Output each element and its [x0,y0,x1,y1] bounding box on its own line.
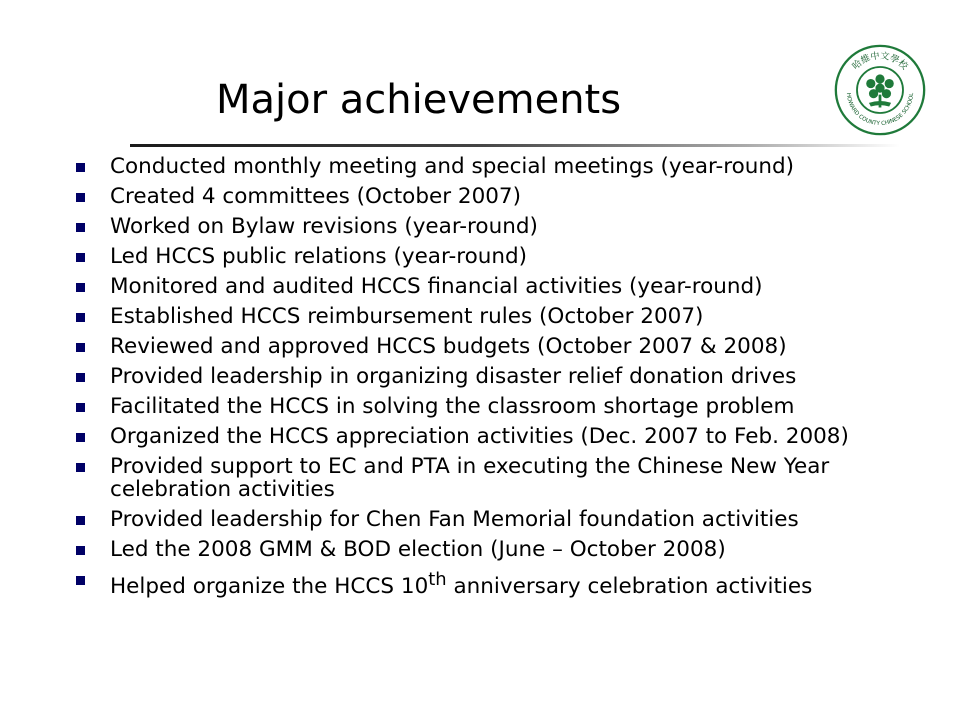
square-bullet-icon [76,546,85,555]
list-item [76,395,896,418]
list-item-text: Monitored and audited HCCS financial activities (year-round) [110,274,763,299]
square-bullet-icon [76,403,85,412]
list-item [76,508,896,531]
list-item [76,275,896,298]
square-bullet-icon [76,433,85,442]
title-underline [130,144,900,147]
square-bullet-icon [76,163,85,172]
list-item-text-pre: Helped organize the HCCS 10 [110,574,429,600]
slide-title: Major achievements [216,77,622,123]
list-item [76,568,896,598]
square-bullet-icon [76,516,85,525]
list-item [76,155,896,178]
square-bullet-icon [76,373,85,382]
square-bullet-icon [76,463,85,472]
list-item-text: Established HCCS reimbursement rules (October 2007) [110,304,704,329]
square-bullet-icon [76,576,85,585]
list-item-text: Provided leadership for Chen Fan Memorial foundation activities [110,507,799,532]
square-bullet-icon [76,283,85,292]
list-item [76,538,896,561]
list-item [76,245,896,268]
logo-text-top: 哈維中文學校 [850,50,910,73]
list-item [76,455,896,501]
list-item [76,215,896,238]
list-item-text: Provided leadership in organizing disaster relief donation drives [110,364,797,389]
list-item [76,365,896,388]
list-item-text: Led HCCS public relations (year-round) [110,244,528,269]
list-item-text: Conducted monthly meeting and special meetings (year-round) [110,154,795,179]
square-bullet-icon [76,313,85,322]
list-item [76,305,896,328]
list-item-text: Reviewed and approved HCCS budgets (October 2007 & 2008) [110,334,787,359]
list-item [76,425,896,448]
list-item [76,335,896,358]
square-bullet-icon [76,253,85,262]
square-bullet-icon [76,223,85,232]
list-item-text: Organized the HCCS appreciation activities (Dec. 2007 to Feb. 2008) [110,424,849,449]
logo-text-bottom: HOWARD COUNTY CHINESE SCHOOL [844,92,916,127]
list-item-text-post: anniversary celebration activities [446,574,813,600]
list-item-text: Led the 2008 GMM & BOD election (June – October 2008) [110,537,726,562]
square-bullet-icon [76,343,85,352]
list-item-text: Worked on Bylaw revisions (year-round) [110,214,538,239]
list-item [76,185,896,208]
list-item-superscript: th [428,569,447,590]
list-item-text: Provided support to EC and PTA in executing the Chinese New Year celebration activities [110,454,830,502]
achievement-list [76,155,896,605]
square-bullet-icon [76,193,85,202]
school-seal-icon [834,44,926,136]
list-item-text: Facilitated the HCCS in solving the classroom shortage problem [110,394,795,419]
list-item-text: Created 4 committees (October 2007) [110,184,521,209]
